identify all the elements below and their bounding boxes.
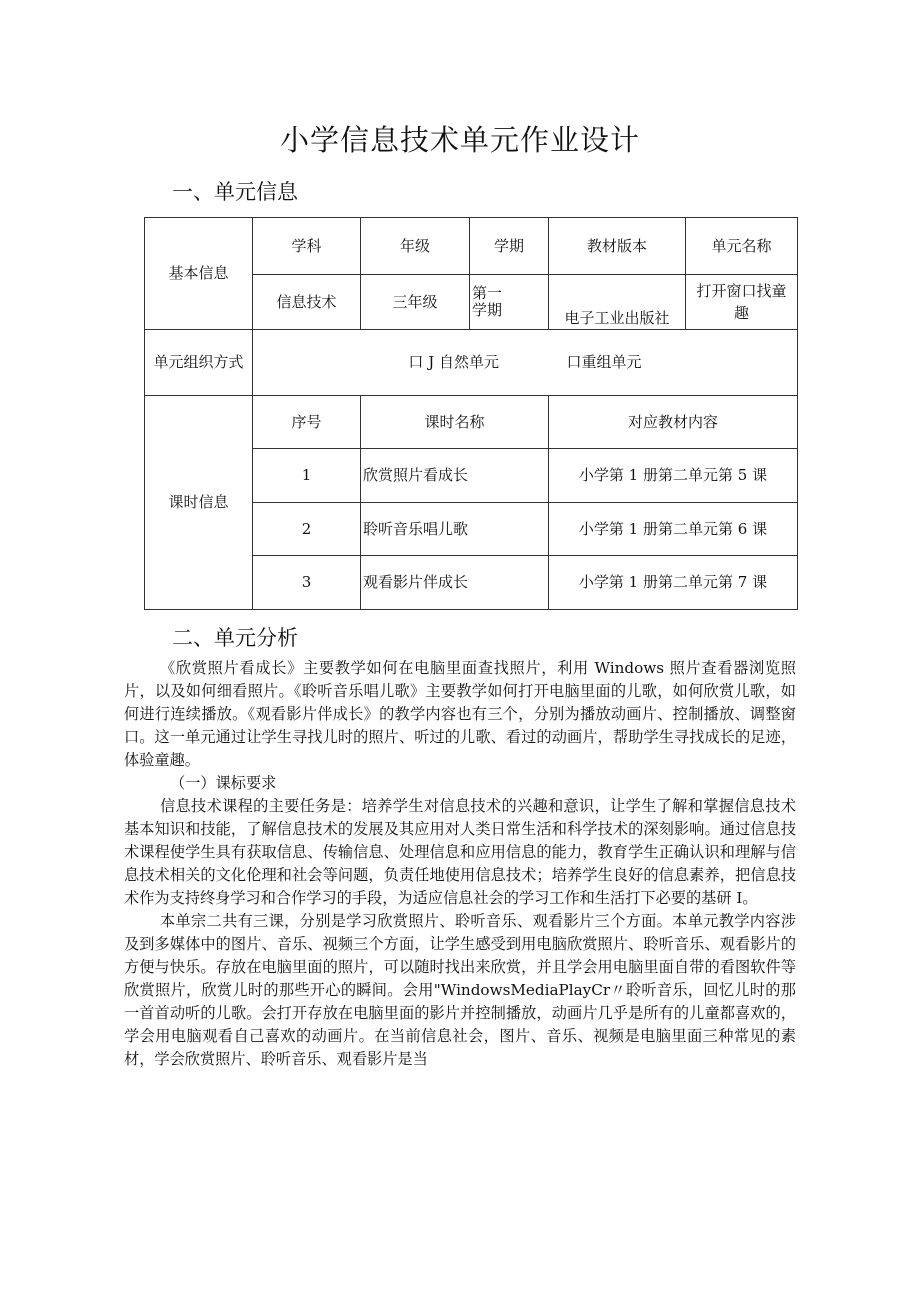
analysis-body — [124, 657, 796, 1071]
lesson-info-label: 课时信息 — [145, 396, 253, 610]
lesson-no: 3 — [253, 556, 361, 610]
lesson-content: 小学第 1 册第二单元第 7 课 — [549, 556, 798, 610]
org-regroup-unit: 口重组单元 — [566, 353, 642, 371]
header-textbook: 教材版本 — [549, 218, 686, 275]
value-subject: 信息技术 — [253, 275, 361, 330]
header-lesson-content: 对应教材内容 — [549, 396, 798, 449]
lesson-content: 小学第 1 册第二单元第 5 课 — [549, 449, 798, 503]
value-textbook: 电子工业出版社 — [549, 275, 686, 330]
value-semester: 第一 学期 — [470, 275, 549, 330]
page-title: 小学信息技术单元作业设计 — [279, 123, 640, 157]
paragraph-unit-content: 本单宗二共有三课，分别是学习欣赏照片、聆听音乐、观看影片三个方面。本单元教学内容涉及到多媒体中的图片、音乐、视频三个方面，让学生感受到用电脑欣赏照片、聆听音乐、观看影片的方便与快乐。存放在电脑里面的照片，可以随时找出来欣赏，并且学会用电脑里面自带的看图软件等欣赏照片，欣赏儿时的那些开心的瞬间。会用"WindowsMediaPlayCr〃聆听音乐，回忆儿时的那一首首动听的儿歌。会打开存放在电脑里面的影片并控制播放，动画片几乎是所有的儿童都喜欢的，学会用电脑观看自己喜欢的动画片。在当前信息社会，图片、音乐、视频是电脑里面三种常见的素材，学会欣赏照片、聆听音乐、观看影片是当 — [124, 912, 796, 1068]
lesson-content: 小学第 1 册第二单元第 6 课 — [549, 503, 798, 556]
org-natural-unit: 口 J 自然单元 — [408, 353, 499, 371]
paragraph-curriculum: 信息技术课程的主要任务是：培养学生对信息技术的兴趣和意识，让学生了解和掌握信息技术基本知识和技能，了解信息技术的发展及其应用对人类日常生活和科学技术的深刻影响。通过信息技术课程使学生具有获取信息、传输信息、处理信息和应用信息的能力，教育学生正确认识和理解与信息技术相关的文化伦理和社会等问题，负责任地使用信息技术；培养学生良好的信息素养，把信息技术作为支持终身学习和合作学习的手段，为适应信息社会的学习工作和生活打下必要的基研 I。 — [124, 797, 796, 907]
org-method-options — [253, 330, 798, 396]
section-heading-unit-info: 一、单元信息 — [172, 180, 298, 204]
lesson-name: 聆听音乐唱儿歌 — [361, 503, 549, 556]
unit-info-table — [144, 217, 798, 610]
header-unit-name: 单元名称 — [686, 218, 798, 275]
header-subject: 学科 — [253, 218, 361, 275]
lesson-no: 1 — [253, 449, 361, 503]
basic-info-label: 基本信息 — [145, 218, 253, 330]
lesson-name: 欣赏照片看成长 — [361, 449, 549, 503]
value-grade: 三年级 — [361, 275, 470, 330]
lesson-name: 观看影片伴成长 — [361, 556, 549, 610]
header-grade: 年级 — [361, 218, 470, 275]
value-unit-name: 打开窗口找童 趣 — [686, 275, 798, 330]
section-heading-unit-analysis: 二、单元分析 — [172, 626, 298, 650]
lesson-no: 2 — [253, 503, 361, 556]
header-semester: 学期 — [470, 218, 549, 275]
header-lesson-name: 课时名称 — [361, 396, 549, 449]
paragraph-intro: 《欣赏照片看成长》主要教学如何在电脑里面查找照片，利用 Windows 照片查看器浏览照片，以及如何细看照片。《聆听音乐唱儿歌》主要教学如何打开电脑里面的儿歌，如何欣赏儿歌，如何进行连续播放。《观看影片伴成长》的教学内容也有三个，分别为播放动画片、控制播放、调整窗口。这一单元通过让学生寻找儿时的照片、听过的儿歌、看过的动画片，帮助学生寻找成长的足迹，体验童趣。 — [124, 659, 796, 769]
subheading-curriculum: （一）课标要求 — [170, 774, 277, 792]
org-method-label: 单元组织方式 — [145, 330, 253, 396]
header-lesson-no: 序号 — [253, 396, 361, 449]
